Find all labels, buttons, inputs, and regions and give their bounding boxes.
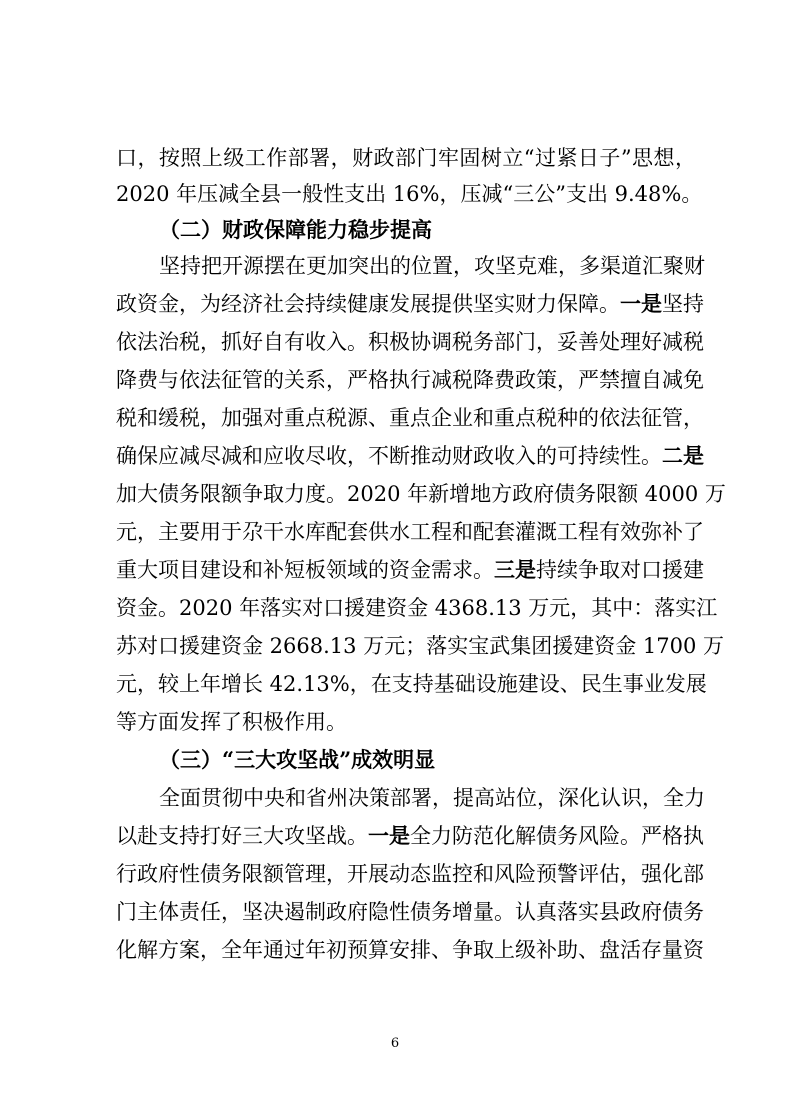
text-span: 降费与依法征管的关系，严格执行减税降费政策，严禁擅自减免 xyxy=(116,368,704,392)
text-span: 依法治税，抓好自有收入。积极协调税务部门，妥善处理好减税 xyxy=(116,330,704,354)
keyword-second: 二是 xyxy=(662,443,704,468)
text-line xyxy=(116,894,704,930)
text-span: 加大债务限额争取力度。2020 年新增地方政府债务限额 4000 万 xyxy=(116,482,726,506)
text-line xyxy=(116,438,704,474)
text-span: 税和缓税，加强对重点税源、重点企业和重点税种的依法征管， xyxy=(116,406,704,430)
keyword-first: 一是 xyxy=(368,823,410,848)
text-line xyxy=(116,818,704,854)
text-line xyxy=(116,552,704,588)
text-line xyxy=(116,932,704,968)
text-line xyxy=(116,628,724,664)
text-span: 苏对口援建资金 2668.13 万元；落实宝武集团援建资金 1700 万 xyxy=(116,634,724,658)
text-span: 坚持把开源摆在更加突出的位置，攻坚克难，多渠道汇聚财 xyxy=(159,254,705,278)
text-span: 元，较上年增长 42.13%，在支持基础设施建设、民生事业发展 xyxy=(116,672,707,696)
text-span: 全力防范化解债务风险。严格执 xyxy=(410,824,704,848)
text-line xyxy=(159,780,705,816)
text-line xyxy=(116,324,704,360)
text-line xyxy=(159,248,705,284)
text-line xyxy=(116,704,696,740)
text-span: 重大项目建设和补短板领域的资金需求。 xyxy=(116,558,494,582)
text-span: 行政府性债务限额管理，开展动态监控和风险预警评估，强化部 xyxy=(116,862,704,886)
text-span: 以赴支持打好三大攻坚战。 xyxy=(116,824,368,848)
text-line xyxy=(116,590,718,626)
text-line xyxy=(116,362,704,398)
text-line xyxy=(116,400,704,436)
text-line xyxy=(116,176,703,212)
text-span: 全面贯彻中央和省州决策部署，提高站位，深化认识，全力 xyxy=(159,786,705,810)
text-span: 口，按照上级工作部署，财政部门牢固树立“过紧日子”思想， xyxy=(116,146,696,170)
text-line xyxy=(116,286,704,322)
text-span: 等方面发挥了积极作用。 xyxy=(116,710,347,734)
text-span: 坚持 xyxy=(662,292,704,316)
keyword-third: 三是 xyxy=(494,557,536,582)
text-span: 政资金，为经济社会持续健康发展提供坚实财力保障。 xyxy=(116,292,620,316)
text-span: 元，主要用于尕干水库配套供水工程和配套灌溉工程有效弥补了 xyxy=(116,520,704,544)
section-heading: （三）“三大攻坚战”成效明显 xyxy=(159,747,436,772)
text-line xyxy=(116,140,696,176)
page-number: 6 xyxy=(390,1036,400,1051)
text-span: 确保应减尽减和应收尽收，不断推动财政收入的可持续性。 xyxy=(116,444,662,468)
section-heading: （二）财政保障能力稳步提高 xyxy=(159,217,432,242)
text-line xyxy=(116,476,726,512)
text-span: 2020 年压减全县一般性支出 16%，压减“三公”支出 9.48%。 xyxy=(116,182,703,206)
text-span: 持续争取对口援建 xyxy=(536,558,704,582)
keyword-first: 一是 xyxy=(620,291,662,316)
text-span: 资金。2020 年落实对口援建资金 4368.13 万元，其中：落实江 xyxy=(116,596,718,620)
text-span: 化解方案，全年通过年初预算安排、争取上级补助、盘活存量资 xyxy=(116,938,704,962)
text-line xyxy=(116,666,707,702)
text-span: 门主体责任，坚决遏制政府隐性债务增量。认真落实县政府债务 xyxy=(116,900,704,924)
text-line xyxy=(116,514,704,550)
text-line xyxy=(116,856,704,892)
